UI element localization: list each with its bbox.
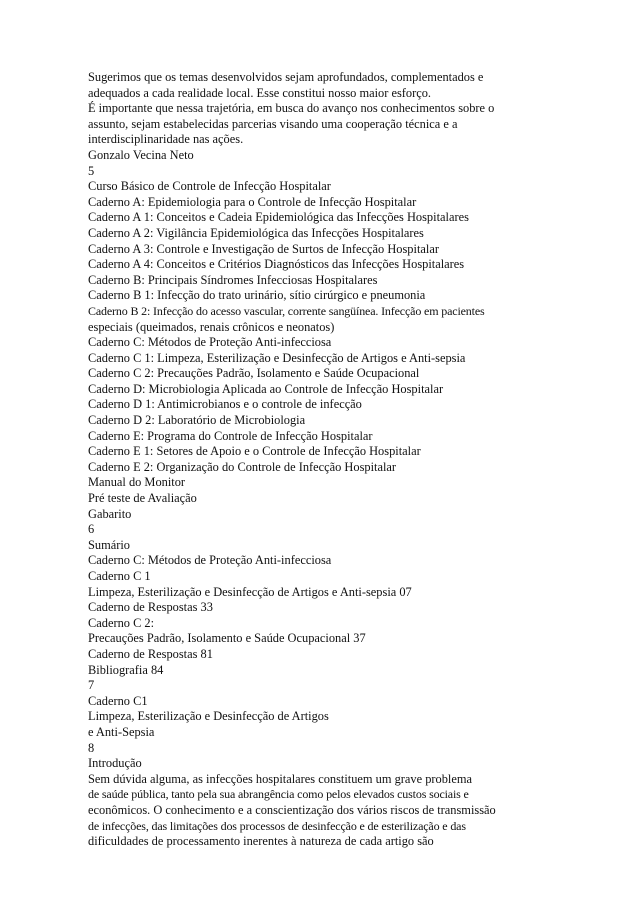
text-line: Caderno B 1: Infecção do trato urinário, sítio cirúrgico e pneumonia bbox=[88, 288, 426, 303]
text-line: Caderno C1 bbox=[88, 693, 148, 708]
text-line: 6 bbox=[88, 522, 95, 537]
text-line: econômicos. O conhecimento e a conscientização dos vários riscos de transmissão bbox=[88, 802, 496, 817]
text-line: Caderno A 2: Vigilância Epidemiológica das Infecções Hospitalares bbox=[88, 225, 424, 240]
text-line: 5 bbox=[88, 163, 95, 178]
text-line: dificuldades de processamento inerentes à natureza de cada artigo são bbox=[88, 834, 434, 849]
text-line: assunto, sejam estabelecidas parcerias visando uma cooperação técnica e a bbox=[88, 116, 458, 131]
text-line: Caderno C 1: Limpeza, Esterilização e Desinfecção de Artigos e Anti-sepsia bbox=[88, 350, 466, 365]
text-line: Caderno D: Microbiologia Aplicada ao Controle de Infecção Hospitalar bbox=[88, 381, 444, 396]
text-line: Limpeza, Esterilização e Desinfecção de Artigos bbox=[88, 709, 329, 724]
text-line: Caderno C 2: Precauções Padrão, Isolamento e Saúde Ocupacional bbox=[88, 366, 420, 381]
text-line: Precauções Padrão, Isolamento e Saúde Ocupacional 37 bbox=[88, 631, 366, 646]
text-line: Caderno C 2: bbox=[88, 615, 155, 630]
text-line: Caderno C 1 bbox=[88, 569, 151, 583]
text-line: e Anti-Sepsia bbox=[88, 724, 155, 739]
text-line: Caderno C: Métodos de Proteção Anti-infecciosa bbox=[88, 335, 332, 350]
text-line: de infecções, das limitações dos processos de desinfecção e de esterilização e das bbox=[88, 818, 466, 833]
text-line: Curso Básico de Controle de Infecção Hospitalar bbox=[88, 179, 331, 194]
text-line: Manual do Monitor bbox=[88, 475, 186, 490]
text-line: 7 bbox=[88, 678, 95, 693]
text-line: Caderno B: Principais Síndromes Infecciosas Hospitalares bbox=[88, 272, 378, 287]
text-line: adequados a cada realidade local. Esse constitui nosso maior esforço. bbox=[88, 85, 432, 100]
text-line: Caderno C: Métodos de Proteção Anti-infecciosa bbox=[88, 553, 332, 568]
text-line: Caderno de Respostas 81 bbox=[88, 646, 213, 661]
text-line: Sem dúvida alguma, as infecções hospitalares constituem um grave problema bbox=[88, 771, 472, 786]
document-text bbox=[88, 70, 628, 850]
text-line: Introdução bbox=[88, 756, 142, 771]
text-line: Caderno A: Epidemiologia para o Controle de Infecção Hospitalar bbox=[88, 194, 417, 209]
text-line: Caderno E 1: Setores de Apoio e o Controle de Infecção Hospitalar bbox=[88, 444, 421, 459]
text-line: Sugerimos que os temas desenvolvidos sejam aprofundados, complementados e bbox=[88, 70, 484, 84]
text-line: Caderno B 2: Infecção do acesso vascular, corrente sangüínea. Infecção em pacientes bbox=[88, 303, 485, 318]
text-line: Gonzalo Vecina Neto bbox=[88, 147, 194, 162]
text-line: Caderno A 4: Conceitos e Critérios Diagnósticos das Infecções Hospitalares bbox=[88, 257, 465, 272]
text-line: Caderno D 1: Antimicrobianos e o controle de infecção bbox=[88, 397, 362, 412]
text-line: Gabarito bbox=[88, 506, 132, 521]
text-line: Sumário bbox=[88, 537, 130, 552]
text-line: Caderno E: Programa do Controle de Infecção Hospitalar bbox=[88, 428, 373, 443]
text-line: Caderno A 3: Controle e Investigação de Surtos de Infecção Hospitalar bbox=[88, 241, 439, 256]
text-line: Caderno A 1: Conceitos e Cadeia Epidemiológica das Infecções Hospitalares bbox=[88, 210, 469, 225]
text-line: interdisciplinaridade nas ações. bbox=[88, 132, 244, 147]
text-line: É importante que nessa trajetória, em busca do avanço nos conhecimentos sobre o bbox=[88, 101, 495, 116]
text-line: de saúde pública, tanto pela sua abrangência como pelos elevados custos sociais e bbox=[88, 787, 469, 802]
text-line: Caderno de Respostas 33 bbox=[88, 600, 213, 615]
text-line: Pré teste de Avaliação bbox=[88, 491, 197, 506]
text-line: Caderno D 2: Laboratório de Microbiologia bbox=[88, 413, 306, 428]
text-line: Bibliografia 84 bbox=[88, 662, 164, 677]
text-line: Caderno E 2: Organização do Controle de Infecção Hospitalar bbox=[88, 459, 397, 474]
text-line: Limpeza, Esterilização e Desinfecção de Artigos e Anti-sepsia 07 bbox=[88, 584, 412, 599]
text-line: 8 bbox=[88, 740, 95, 755]
text-line: especiais (queimados, renais crônicos e neonatos) bbox=[88, 319, 335, 334]
